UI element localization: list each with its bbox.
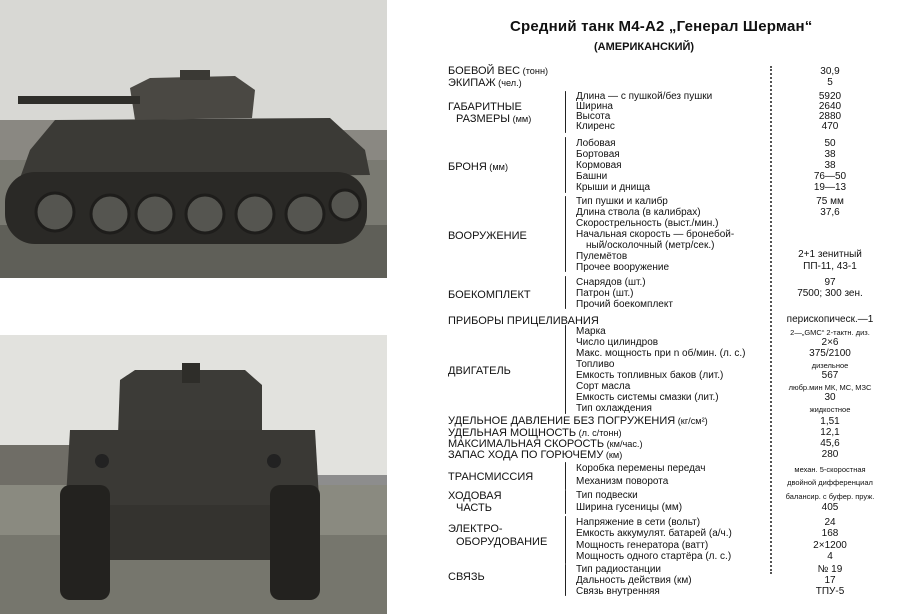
brace-dimensions	[565, 91, 566, 133]
category-max-speed: МАКСИМАЛЬНАЯ СКОРОСТЬ (км/час.)	[448, 438, 643, 450]
category-ground-pressure: УДЕЛЬНОЕ ДАВЛЕНИЕ БЕЗ ПОГРУЖЕНИЯ (кг/см²)	[448, 415, 708, 427]
value-radio-range: 17	[824, 575, 836, 586]
category-armor: БРОНЯ (мм)	[448, 161, 508, 173]
param-intercom: Связь внутренняя	[576, 586, 660, 597]
value-cartridges: 7500; 300 зен.	[797, 288, 863, 299]
param-oil-capacity: Емкость системы смазки (лит.)	[576, 392, 719, 403]
category-electrical: ЭЛЕКТРО-	[448, 523, 503, 535]
param-fuel: Топливо	[576, 359, 615, 370]
param-radio-range: Дальность действия (км)	[576, 575, 692, 586]
brace-running-gear	[565, 490, 566, 514]
param-cylinders: Число цилиндров	[576, 337, 659, 348]
value-starter: 4	[827, 551, 833, 562]
category-electrical-2: ОБОРУДОВАНИЕ	[456, 536, 548, 548]
param-fuel-capacity: Емкость топливных баков (лит.)	[576, 370, 724, 381]
value-armor-turret: 76—50	[813, 171, 847, 182]
value-engine-make: 2—„GMC“ 2-тактн. диз.	[790, 328, 870, 337]
value-oil-grade: любр.мин МК, МС, МЗС	[788, 383, 872, 392]
param-rate-of-fire: Скорострельность (выст./мин.)	[576, 218, 719, 229]
value-gearbox: механ. 5-скоростная	[794, 465, 866, 474]
category-power-ratio: УДЕЛЬНАЯ МОЩНОСТЬ (л. с/тонн)	[448, 427, 622, 439]
page-title: Средний танк М4-А2 „Генерал Шерман“	[510, 18, 813, 35]
param-gearbox: Коробка перемены передач	[576, 463, 706, 474]
param-barrel-length: Длина ствола (в калибрах)	[576, 207, 701, 218]
brace-communication	[565, 564, 566, 596]
category-transmission: ТРАНСМИССИЯ	[448, 471, 534, 483]
param-battery: Емкость аккумулят. батарей (а/ч.)	[576, 528, 732, 539]
param-width: Ширина	[576, 101, 613, 112]
category-dimensions-2: РАЗМЕРЫ (мм)	[456, 113, 532, 125]
param-starter: Мощность одного стартёра (л. с.)	[576, 551, 732, 562]
category-sights: ПРИБОРЫ ПРИЦЕЛИВАНИЯ	[448, 315, 599, 327]
category-armament: ВООРУЖЕНИЕ	[448, 230, 527, 242]
brace-transmission	[565, 462, 566, 490]
value-voltage: 24	[824, 517, 836, 528]
dotted-divider	[770, 66, 772, 574]
param-cooling: Тип охлаждения	[576, 403, 652, 414]
param-steering: Механизм поворота	[576, 476, 669, 487]
value-crew: 5	[827, 77, 833, 88]
value-cooling: жидкостное	[809, 405, 851, 414]
value-ground-pressure: 1,51	[820, 416, 840, 427]
value-gun-type: 75 мм	[816, 196, 844, 207]
param-oil-grade: Сорт масла	[576, 381, 631, 392]
category-engine: ДВИГАТЕЛЬ	[448, 365, 511, 377]
value-shells: 97	[824, 277, 836, 288]
param-voltage: Напряжение в сети (вольт)	[576, 517, 701, 528]
tank-rear-photo	[0, 335, 387, 614]
param-shells: Снарядов (шт.)	[576, 277, 646, 288]
param-suspension: Тип подвески	[576, 490, 638, 501]
category-running-gear-2: ЧАСТЬ	[456, 502, 492, 514]
page-subtitle: (АМЕРИКАНСКИЙ)	[594, 41, 695, 53]
category-combat-weight: БОЕВОЙ ВЕС (тонн)	[448, 65, 549, 77]
value-generator: 2×1200	[813, 540, 847, 551]
value-max-speed: 45,6	[820, 438, 840, 449]
value-fuel-capacity: 567	[821, 370, 839, 381]
param-armor-turret: Башни	[576, 171, 608, 182]
spec-sheet	[398, 0, 900, 614]
param-engine-make: Марка	[576, 326, 606, 337]
param-height: Высота	[576, 111, 611, 122]
value-length: 5920	[818, 91, 842, 102]
value-height: 2880	[818, 111, 842, 122]
value-power-ratio: 12,1	[820, 427, 840, 438]
brace-engine	[565, 325, 566, 414]
category-running-gear: ХОДОВАЯ	[448, 490, 502, 502]
category-communication: СВЯЗЬ	[448, 571, 485, 583]
value-fuel: дизельное	[811, 361, 849, 370]
value-intercom: ТПУ-5	[815, 586, 845, 597]
param-generator: Мощность генератора (ватт)	[576, 540, 709, 551]
category-range: ЗАПАС ХОДА ПО ГОРЮЧЕМУ (км)	[448, 449, 623, 461]
param-muzzle-velocity-2: ный/осколочный (метр/сек.)	[586, 240, 715, 251]
value-armor-front: 50	[824, 138, 836, 149]
param-machine-guns: Пулемётов	[576, 251, 628, 262]
value-steering: двойной дифференциал	[787, 478, 873, 487]
value-clearance: 470	[821, 121, 839, 132]
brace-armament	[565, 196, 566, 272]
param-armor-side: Бортовая	[576, 149, 620, 160]
brace-electrical	[565, 516, 566, 564]
param-muzzle-velocity: Начальная скорость — бронебой-	[576, 229, 735, 240]
category-ammunition: БОЕКОМПЛЕКТ	[448, 289, 531, 301]
value-sights: перископическ.—1	[786, 314, 874, 325]
tank-side-photo	[0, 0, 387, 278]
param-gun-type: Тип пушки и калибр	[576, 196, 668, 207]
param-other-ammo: Прочий боекомплект	[576, 299, 673, 310]
brace-ammunition	[565, 276, 566, 309]
value-radio: № 19	[817, 564, 843, 575]
value-barrel-length: 37,6	[820, 207, 840, 218]
param-length: Длина — с пушкой/без пушки	[576, 91, 713, 102]
value-machine-guns: 2+1 зенитный	[798, 249, 862, 260]
value-armor-rear: 38	[824, 160, 836, 171]
value-width: 2640	[818, 101, 842, 112]
param-armor-rear: Кормовая	[576, 160, 622, 171]
param-other-weapons: Прочее вооружение	[576, 262, 670, 273]
param-clearance: Клиренс	[576, 121, 615, 132]
value-max-power: 375/2100	[809, 348, 851, 359]
param-armor-front: Лобовая	[576, 138, 616, 149]
value-armor-roof: 19—13	[813, 182, 847, 193]
value-track-width: 405	[821, 502, 839, 513]
param-track-width: Ширина гусеницы (мм)	[576, 502, 683, 513]
param-armor-roof: Крыши и днища	[576, 182, 651, 193]
value-other-weapons: ПП-11, 43-1	[803, 261, 857, 272]
brace-armor	[565, 137, 566, 193]
value-oil-capacity: 30	[824, 392, 836, 403]
category-crew: ЭКИПАЖ (чел.)	[448, 77, 522, 89]
value-combat-weight: 30,9	[820, 66, 840, 77]
param-max-power: Макс. мощность при n об/мин. (л. с.)	[576, 348, 746, 359]
category-dimensions: ГАБАРИТНЫЕ	[448, 101, 522, 113]
value-armor-side: 38	[824, 149, 836, 160]
value-cylinders: 2×6	[821, 337, 839, 348]
param-cartridges: Патрон (шт.)	[576, 288, 634, 299]
value-suspension: балансир. с буфер. пруж.	[785, 492, 875, 501]
value-range: 280	[821, 449, 839, 460]
param-radio: Тип радиостанции	[576, 564, 662, 575]
value-battery: 168	[821, 528, 839, 539]
